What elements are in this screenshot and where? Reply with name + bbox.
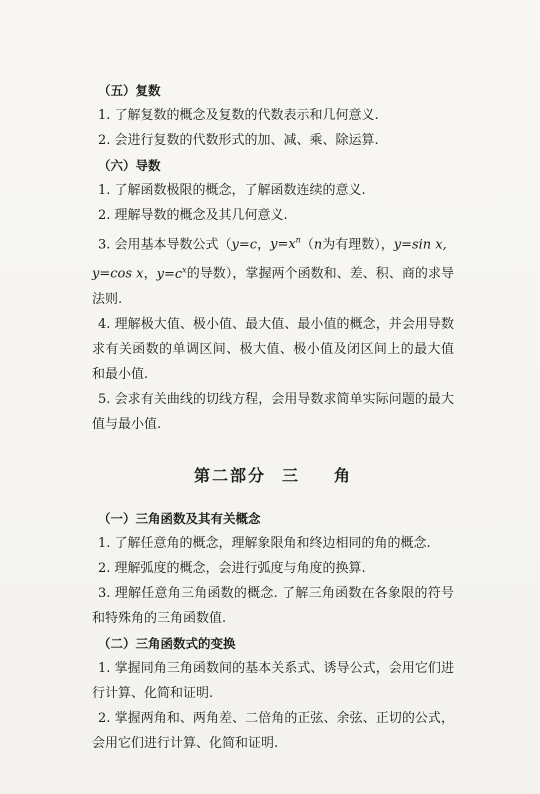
list-item: 1. 了解函数极限的概念，了解函数连续的意义. — [98, 183, 366, 198]
formula-base: y=c — [156, 266, 183, 282]
list-item: 4. 理解极大值、极小值、最大值、最小值的概念，并会用导数求有关函数的单调区间、极大值、极小值及闭区间上的最大值和最小值. — [92, 316, 454, 382]
section-heading: （一）三角函数及其有关概念 — [98, 510, 261, 526]
list-item-formula: 3. 会用基本导数公式（y=c，$y=x^n(n$为有理数），y=sin x, y=cos x，$y=c^x$的导数），掌握两个函数和、差、积、商的求导法则. — [92, 236, 454, 307]
formula-base: y=x — [270, 237, 296, 253]
list-item: 3. 理解任意角三角函数的概念. 了解三角函数在各象限的符号和特殊角的三角函数值. — [92, 585, 454, 626]
text-run: 的导数），掌握两个函数和、差、积、商的求导法则. — [92, 266, 454, 307]
formula-exponent: x — [182, 265, 187, 275]
section-heading: （六）导数 — [98, 158, 161, 173]
list-item: 2. 理解弧度的概念，会进行弧度与角度的换算. — [98, 560, 366, 576]
part-title-label: 第二部分 — [193, 465, 266, 485]
formula-exponent: n — [295, 236, 301, 245]
part-title — [92, 463, 454, 488]
text-run: （ — [300, 237, 314, 253]
formula: n — [313, 237, 323, 253]
part-title-word1: 三 — [281, 465, 300, 485]
section-heading: （二）三角函数式的变换 — [98, 635, 236, 651]
part-title-word2: 角 — [334, 465, 353, 485]
document-body — [92, 78, 454, 756]
list-item: 2. 掌握两角和、两角差、二倍角的正弦、余弦、正切的公式，会用它们进行计算、化简和证明. — [92, 710, 454, 751]
formula — [270, 237, 301, 252]
text-run: 为有理数）， — [322, 237, 394, 253]
text-run: 3. 会用基本导数公式（ — [98, 237, 232, 253]
list-item: 2. 理解导数的概念及其几何意义. — [98, 208, 288, 223]
formula: y=sin x, — [393, 237, 447, 253]
list-item: 2. 会进行复数的代数形式的加、减、乘、除运算. — [98, 133, 379, 148]
list-item: 1. 掌握同角三角函数间的基本关系式、诱导公式，会用它们进行计算、化简和证明. — [92, 660, 454, 701]
list-item: 1. 了解任意角的概念，理解象限角和终边相同的角的概念. — [98, 535, 431, 551]
list-item: 1. 了解复数的概念及复数的代数表示和几何意义. — [98, 108, 379, 123]
list-item: 5. 会求有关曲线的切线方程，会用导数求简单实际问题的最大值与最小值. — [92, 391, 454, 432]
section-heading: （五）复数 — [98, 83, 161, 98]
formula: y=c — [231, 237, 258, 253]
formula: y=cos x — [92, 266, 144, 282]
formula — [157, 267, 187, 282]
